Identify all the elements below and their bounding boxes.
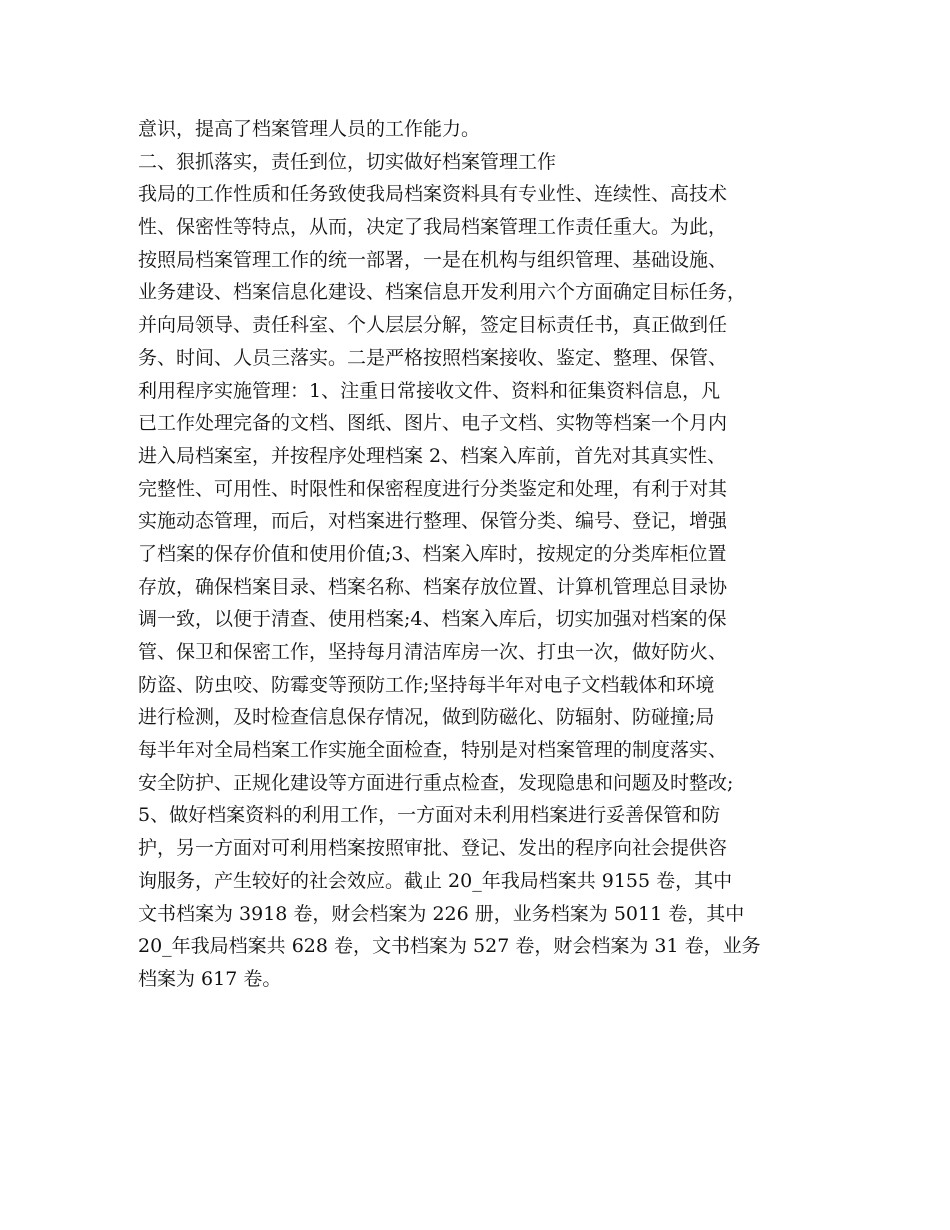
text-line: 完整性、可用性、时限性和保密程度进行分类鉴定和处理，有利于对其 bbox=[138, 477, 728, 500]
text-line: 意识，提高了档案管理人员的工作能力。 bbox=[138, 118, 481, 140]
text-line: 20_年我局档案共 628 卷，文书档案为 527 卷，财会档案为 31 卷，业务 bbox=[138, 935, 761, 958]
text-line: 进行检测，及时检查信息保存情况，做到防磁化、防辐射、防碰撞;局 bbox=[138, 706, 715, 729]
text-line: 存放，确保档案目录、档案名称、档案存放位置、计算机管理总目录协 bbox=[138, 575, 728, 598]
text-line: 护，另一方面对可利用档案按照审批、登记、发出的程序向社会提供咨 bbox=[138, 837, 728, 860]
text-line: 安全防护、正规化建设等方面进行重点检查，发现隐患和问题及时整改; bbox=[138, 771, 734, 794]
text-line: 性、保密性等特点，从而，决定了我局档案管理工作责任重大。为此， bbox=[138, 216, 728, 239]
text-line: 利用程序实施管理：1、注重日常接收文件、资料和征集资料信息，凡 bbox=[138, 379, 721, 402]
text-line: 我局的工作性质和任务致使我局档案资料具有专业性、连续性、高技术 bbox=[138, 183, 728, 206]
text-line: 调一致，以便于清查、使用档案;4、档案入库后，切实加强对档案的保 bbox=[138, 608, 727, 631]
text-line: 5、做好档案资料的利用工作，一方面对未利用档案进行妥善保管和防 bbox=[138, 804, 721, 827]
text-line: 已工作处理完备的文档、图纸、图片、电子文档、实物等档案一个月内 bbox=[138, 412, 728, 435]
text-line: 档案为 617 卷。 bbox=[138, 967, 282, 990]
text-line: 文书档案为 3918 卷，财会档案为 226 册，业务档案为 5011 卷，其中 bbox=[138, 902, 745, 925]
text-line: 实施动态管理，而后，对档案进行整理、保管分类、编号、登记，增强 bbox=[138, 510, 728, 533]
text-line: 务、时间、人员三落实。二是严格按照档案接收、鉴定、整理、保管、 bbox=[138, 346, 728, 369]
text-line: 并向局领导、责任科室、个人层层分解，签定目标责任书，真正做到任 bbox=[138, 314, 728, 337]
text-line: 管、保卫和保密工作，坚持每月清洁库房一次、打虫一次，做好防火、 bbox=[138, 641, 728, 663]
text-line: 防盗、防虫咬、防霉变等预防工作;坚持每半年对电子文档载体和环境 bbox=[138, 673, 715, 696]
text-line: 进入局档案室，并按程序处理档案 2、档案入库前，首先对其真实性、 bbox=[138, 444, 727, 467]
text-line: 按照局档案管理工作的统一部署，一是在机构与组织管理、基础设施、 bbox=[138, 248, 728, 271]
text-line: 了档案的保存价值和使用价值;3、档案入库时，按规定的分类库柜位置 bbox=[138, 542, 727, 565]
text-line: 询服务，产生较好的社会效应。截止 20_年我局档案共 9155 卷，其中 bbox=[138, 869, 733, 892]
text-line: 业务建设、档案信息化建设、档案信息开发利用六个方面确定目标任务， bbox=[138, 281, 747, 304]
text-line: 每半年对全局档案工作实施全面检查，特别是对档案管理的制度落实、 bbox=[138, 739, 728, 762]
document-body bbox=[138, 113, 828, 996]
section-heading: 二、狠抓落实，责任到位，切实做好档案管理工作 bbox=[138, 150, 557, 173]
